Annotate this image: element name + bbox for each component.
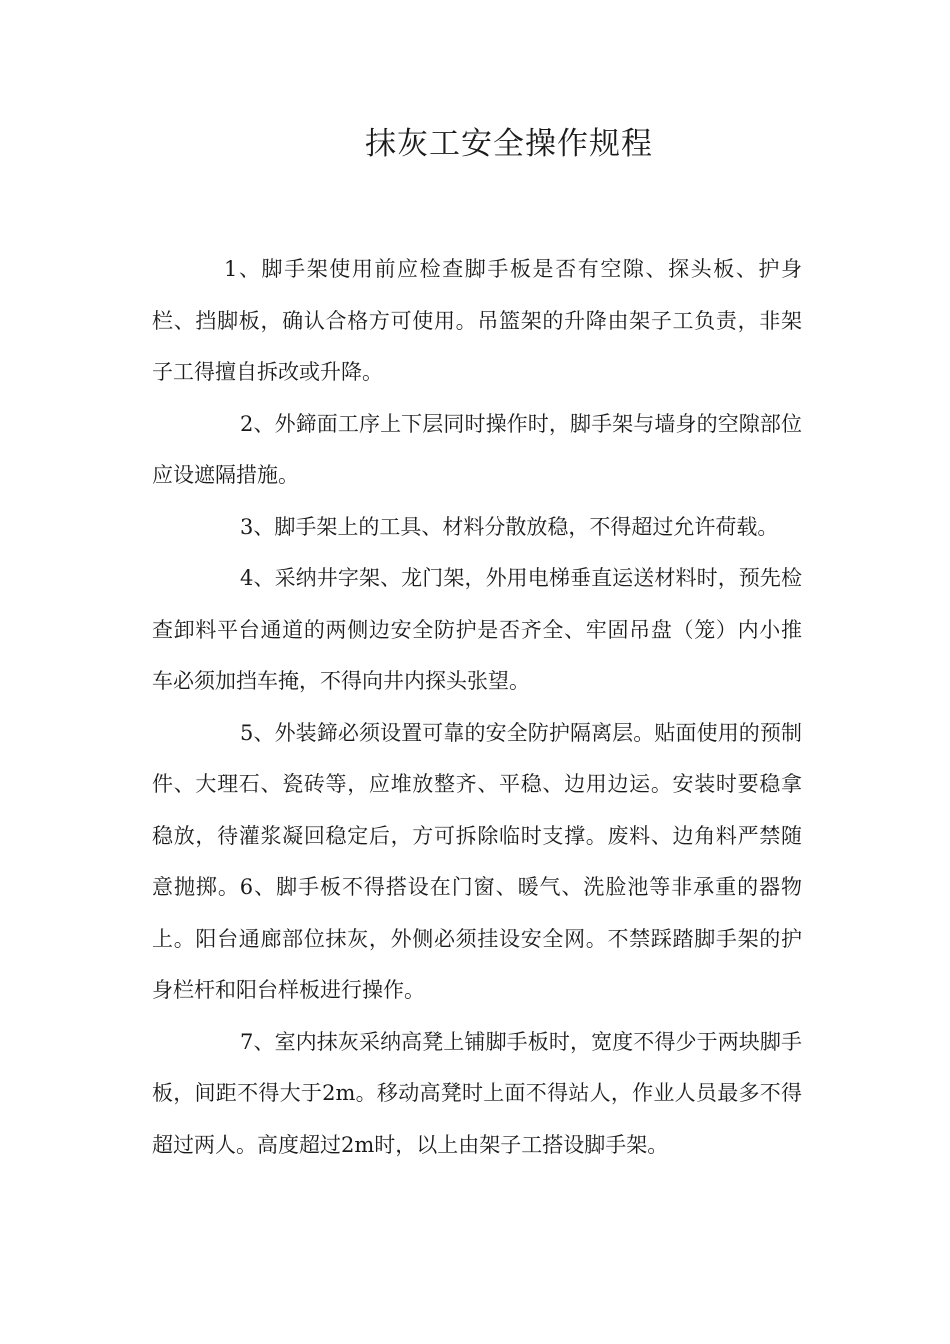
paragraph-7: 7、室内抹灰采纳高凳上铺脚手板时，宽度不得少于两块脚手板，间距不得大于2m。移动高凳时上面不得站人，作业人员最多不得超过两人。高度超过2m时，以上由架子工搭设脚手架。 <box>152 1029 802 1157</box>
document-title: 抹灰工安全操作规程 <box>365 126 653 162</box>
paragraph-3: 3、脚手架上的工具、材料分散放稳，不得超过允许荷载。 <box>240 514 779 539</box>
document-body <box>152 244 802 1171</box>
paragraph-5: 5、外装鍗必须设置可靠的安全防护隔离层。贴面使用的预制件、大理石、瓷砖等，应堆放整齐、平稳、边用边运。安装时要稳拿稳放，待灌浆凝回稳定后，方可拆除临时支撑。废料、边角料严禁随意抛掷。6、脚手板不得搭设在门窗、暖气、洗脸池等非承重的器物上。阳台通廊部位抹灰，外侧必须挂设安全网。不禁踩踏脚手架的护身栏杆和阳台样板进行操作。 <box>152 720 802 1002</box>
paragraph-1: 1、脚手架使用前应检查脚手板是否有空隙、探头板、护身栏、挡脚板，确认合格方可使用。吊篮架的升降由架子工负责，非架子工得擅自拆改或升降。 <box>152 257 802 384</box>
paragraph-4: 4、采纳井字架、龙门架，外用电梯垂直运送材料时，预先检查卸料平台通道的两侧边安全防护是否齐全、牢固吊盘（笼）内小推车必须加挡车掩，不得向井内探头张望。 <box>152 566 802 693</box>
paragraph-2: 2、外鍗面工序上下层同时操作时，脚手架与墙身的空隙部位应设遮隔措施。 <box>152 411 802 487</box>
